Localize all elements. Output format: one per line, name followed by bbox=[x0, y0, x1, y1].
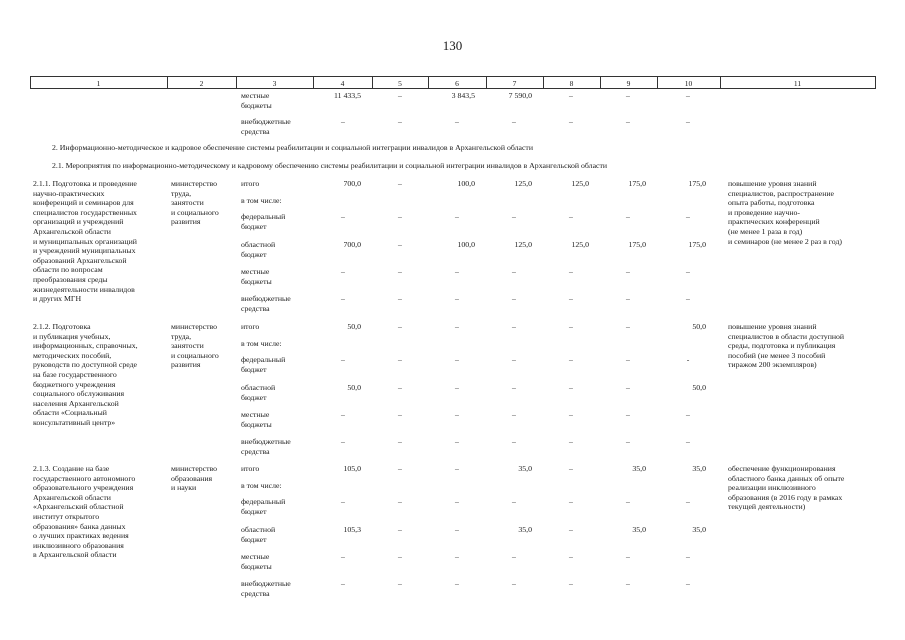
value-dash: – bbox=[569, 117, 573, 126]
value-cell: 50,0 bbox=[692, 322, 706, 331]
value-dash: – bbox=[455, 497, 459, 506]
value-dash: – bbox=[398, 437, 402, 446]
value-dash: – bbox=[626, 579, 630, 588]
value-dash: – bbox=[569, 437, 573, 446]
value-dash: – bbox=[398, 322, 402, 331]
value-cell: 700,0 bbox=[343, 179, 361, 188]
value-cell: 700,0 bbox=[343, 240, 361, 249]
value-dash: – bbox=[341, 212, 345, 221]
value-dash: – bbox=[512, 552, 516, 561]
value-dash: – bbox=[398, 410, 402, 419]
value-cell: 125,0 bbox=[571, 240, 589, 249]
value-dash: – bbox=[569, 525, 573, 534]
value-dash: – bbox=[341, 355, 345, 364]
value-dash: – bbox=[341, 294, 345, 303]
measure-result: повышение уровня знаний специалистов, распространение опыта работы, подготовка и проведение научно- практических конференций (не менее 1 раза в год) и семинаров (не менее 2 раз в год) bbox=[728, 179, 843, 246]
value-dash: – bbox=[398, 552, 402, 561]
value-dash: – bbox=[626, 497, 630, 506]
value-dash: – bbox=[512, 294, 516, 303]
value-dash: – bbox=[626, 437, 630, 446]
row-label: в том числе: bbox=[241, 339, 282, 348]
value-dash: – bbox=[512, 355, 516, 364]
value-cell: 50,0 bbox=[347, 383, 361, 392]
section-heading: 2. Информационно-методическое и кадровое обеспечение системы реабилитации и социальной интеграции инвалидов в Архангельской области bbox=[52, 143, 534, 152]
value-cell: 105,3 bbox=[343, 525, 361, 534]
value-dash: – bbox=[455, 383, 459, 392]
header-column-number: 9 bbox=[626, 79, 631, 88]
value-dash: – bbox=[455, 579, 459, 588]
header-column-number: 2 bbox=[199, 79, 204, 88]
value-dash: – bbox=[686, 212, 690, 221]
row-label: внебюджетные средства bbox=[241, 437, 291, 456]
value-dash: – bbox=[512, 267, 516, 276]
value-dash: – bbox=[626, 294, 630, 303]
row-label: в том числе: bbox=[241, 481, 282, 490]
value-dash: – bbox=[686, 267, 690, 276]
value-dash: – bbox=[341, 410, 345, 419]
row-label: итого bbox=[241, 322, 260, 331]
value-dash: – bbox=[455, 212, 459, 221]
row-label: итого bbox=[241, 464, 260, 473]
value-dash: – bbox=[626, 267, 630, 276]
value-cell: 125,0 bbox=[571, 179, 589, 188]
value-dash: – bbox=[398, 464, 402, 473]
value-dash: – bbox=[455, 437, 459, 446]
value-cell: 35,0 bbox=[632, 525, 646, 534]
value-dash: – bbox=[512, 497, 516, 506]
header-column-number: 8 bbox=[569, 79, 574, 88]
row-label: местные бюджеты bbox=[241, 91, 272, 110]
value-cell: 35,0 bbox=[518, 525, 532, 534]
value-dash: – bbox=[341, 267, 345, 276]
measure-result: обеспечение функционирования областного банка данных об опыте реализации инклюзивного образования (в 2016 году в рамках текущей деятельности) bbox=[728, 464, 845, 512]
value-dash: – bbox=[398, 579, 402, 588]
header-column-number: 3 bbox=[272, 79, 277, 88]
row-label: федеральный бюджет bbox=[241, 355, 286, 374]
header-column-divider bbox=[875, 76, 876, 89]
header-column-number: 5 bbox=[398, 79, 402, 88]
value-dash: – bbox=[398, 355, 402, 364]
value-dash: – bbox=[455, 117, 459, 126]
value-cell: 35,0 bbox=[692, 525, 706, 534]
value-cell: 105,0 bbox=[343, 464, 361, 473]
row-label: внебюджетные средства bbox=[241, 294, 291, 313]
value-dash: – bbox=[341, 552, 345, 561]
row-label: областной бюджет bbox=[241, 525, 276, 544]
value-dash: – bbox=[455, 464, 459, 473]
value-dash: – bbox=[455, 410, 459, 419]
value-dash: – bbox=[512, 410, 516, 419]
value-cell: 100,0 bbox=[457, 179, 475, 188]
value-dash: – bbox=[569, 267, 573, 276]
value-dash: – bbox=[398, 179, 402, 188]
value-cell: 175,0 bbox=[688, 179, 706, 188]
value-dash: – bbox=[512, 383, 516, 392]
header-column-number: 6 bbox=[455, 79, 459, 88]
value-dash: – bbox=[341, 579, 345, 588]
header-column-number: 10 bbox=[684, 79, 693, 88]
header-column-number: 7 bbox=[512, 79, 517, 88]
header-bottom-rule bbox=[30, 88, 875, 89]
value-dash: – bbox=[341, 117, 345, 126]
value-cell: 50,0 bbox=[347, 322, 361, 331]
value-cell: 50,0 bbox=[692, 383, 706, 392]
value-dash: – bbox=[455, 552, 459, 561]
value-cell: 35,0 bbox=[632, 464, 646, 473]
value-cell: 175,0 bbox=[628, 240, 646, 249]
value-dash: – bbox=[455, 294, 459, 303]
value-dash: – bbox=[512, 437, 516, 446]
value-dash: – bbox=[569, 410, 573, 419]
value-dash: – bbox=[686, 497, 690, 506]
row-label: федеральный бюджет bbox=[241, 497, 286, 516]
value-dash: – bbox=[512, 212, 516, 221]
value-dash: – bbox=[398, 383, 402, 392]
value-cell: 35,0 bbox=[692, 464, 706, 473]
measure-executor: министерство образования и науки bbox=[171, 464, 218, 493]
value-cell: 11 433,5 bbox=[334, 91, 361, 100]
value-cell: 3 843,5 bbox=[451, 91, 475, 100]
row-label: местные бюджеты bbox=[241, 552, 272, 571]
value-dash: – bbox=[398, 212, 402, 221]
page-number: 130 bbox=[442, 38, 463, 53]
value-dash: – bbox=[626, 383, 630, 392]
value-dash: – bbox=[626, 410, 630, 419]
value-dash: – bbox=[569, 552, 573, 561]
value-dash: – bbox=[512, 579, 516, 588]
measure-executor: министерство труда, занятости и социального развития bbox=[171, 322, 219, 370]
value-dash: – bbox=[455, 322, 459, 331]
value-dash: – bbox=[686, 410, 690, 419]
row-label: областной бюджет bbox=[241, 383, 276, 402]
value-dash: – bbox=[341, 497, 345, 506]
value-cell: 100,0 bbox=[457, 240, 475, 249]
value-cell: 175,0 bbox=[628, 179, 646, 188]
row-label: в том числе: bbox=[241, 196, 282, 205]
value-dash: – bbox=[455, 267, 459, 276]
value-dash: – bbox=[455, 355, 459, 364]
header-column-number: 1 bbox=[96, 79, 101, 88]
measure-name: 2.1.3. Создание на базе государственного автономного образовательного учреждения Архангельской области «Архангельский областной институт открытого образования» банка данных о лучших практиках ведения инклюзивного образования в Архангельской области bbox=[33, 464, 136, 560]
value-cell: 7 590,0 bbox=[508, 91, 532, 100]
row-label: местные бюджеты bbox=[241, 410, 272, 429]
value-dash: – bbox=[455, 525, 459, 534]
value-dash: – bbox=[512, 322, 516, 331]
value-dash: – bbox=[398, 117, 402, 126]
value-dash: – bbox=[569, 91, 573, 100]
value-dash: – bbox=[686, 437, 690, 446]
row-label: федеральный бюджет bbox=[241, 212, 286, 231]
value-cell: 125,0 bbox=[514, 240, 532, 249]
value-cell: 175,0 bbox=[688, 240, 706, 249]
value-dash: – bbox=[569, 383, 573, 392]
value-dash: – bbox=[626, 552, 630, 561]
value-dash: – bbox=[686, 579, 690, 588]
value-dash: – bbox=[626, 322, 630, 331]
value-dash: – bbox=[398, 91, 402, 100]
value-dash: – bbox=[569, 464, 573, 473]
value-dash: – bbox=[686, 552, 690, 561]
value-dash: – bbox=[569, 212, 573, 221]
measure-executor: министерство труда, занятости и социального развития bbox=[171, 179, 219, 227]
value-dash: – bbox=[341, 437, 345, 446]
value-dash: – bbox=[626, 212, 630, 221]
measure-result: повышение уровня знаний специалистов в области доступной среды, подготовка и публикация пособий (не менее 3 пособий тиражом 200 экземпляров) bbox=[728, 322, 845, 370]
value-cell: 35,0 bbox=[518, 464, 532, 473]
value-dash: – bbox=[686, 117, 690, 126]
measure-name: 2.1.2. Подготовка и публикация учебных, информационных, справочных, методических пособий, руководств по доступной среде на базе государственного бюджетного учреждения социального обслуживания населения Архангельской области «Социальный консультативный центр» bbox=[33, 322, 138, 427]
value-dash: - bbox=[686, 355, 690, 364]
value-dash: – bbox=[569, 355, 573, 364]
value-dash: – bbox=[512, 117, 516, 126]
value-dash: – bbox=[626, 117, 630, 126]
value-dash: – bbox=[398, 525, 402, 534]
subsection-heading: 2.1. Мероприятия по информационно-методическому и кадровому обеспечению системы реабилитации и социальной интеграции инвалидов в Архангельской области bbox=[52, 161, 608, 170]
row-label: местные бюджеты bbox=[241, 267, 272, 286]
value-dash: – bbox=[398, 497, 402, 506]
row-label: внебюджетные средства bbox=[241, 117, 291, 136]
value-dash: – bbox=[686, 91, 690, 100]
header-column-number: 4 bbox=[340, 79, 345, 88]
value-dash: – bbox=[626, 91, 630, 100]
value-dash: – bbox=[569, 322, 573, 331]
value-cell: 125,0 bbox=[514, 179, 532, 188]
value-dash: – bbox=[398, 267, 402, 276]
header-column-number: 11 bbox=[793, 79, 802, 88]
row-label: внебюджетные средства bbox=[241, 579, 291, 598]
value-dash: – bbox=[686, 294, 690, 303]
value-dash: – bbox=[569, 497, 573, 506]
header-top-rule bbox=[30, 76, 875, 77]
row-label: областной бюджет bbox=[241, 240, 276, 259]
value-dash: – bbox=[569, 579, 573, 588]
value-dash: – bbox=[626, 355, 630, 364]
measure-name: 2.1.1. Подготовка и проведение научно-практических конференций и семинаров для специалистов государственных организаций и учреждений Архангельской области и муниципальных организаций и учреждений муниципальных образований Архангельской области по вопросам преобразования среды жизнедеятельности инвалидов и других МГН bbox=[33, 179, 137, 304]
value-dash: – bbox=[569, 294, 573, 303]
row-label: итого bbox=[241, 179, 260, 188]
value-dash: – bbox=[398, 240, 402, 249]
value-dash: – bbox=[398, 294, 402, 303]
